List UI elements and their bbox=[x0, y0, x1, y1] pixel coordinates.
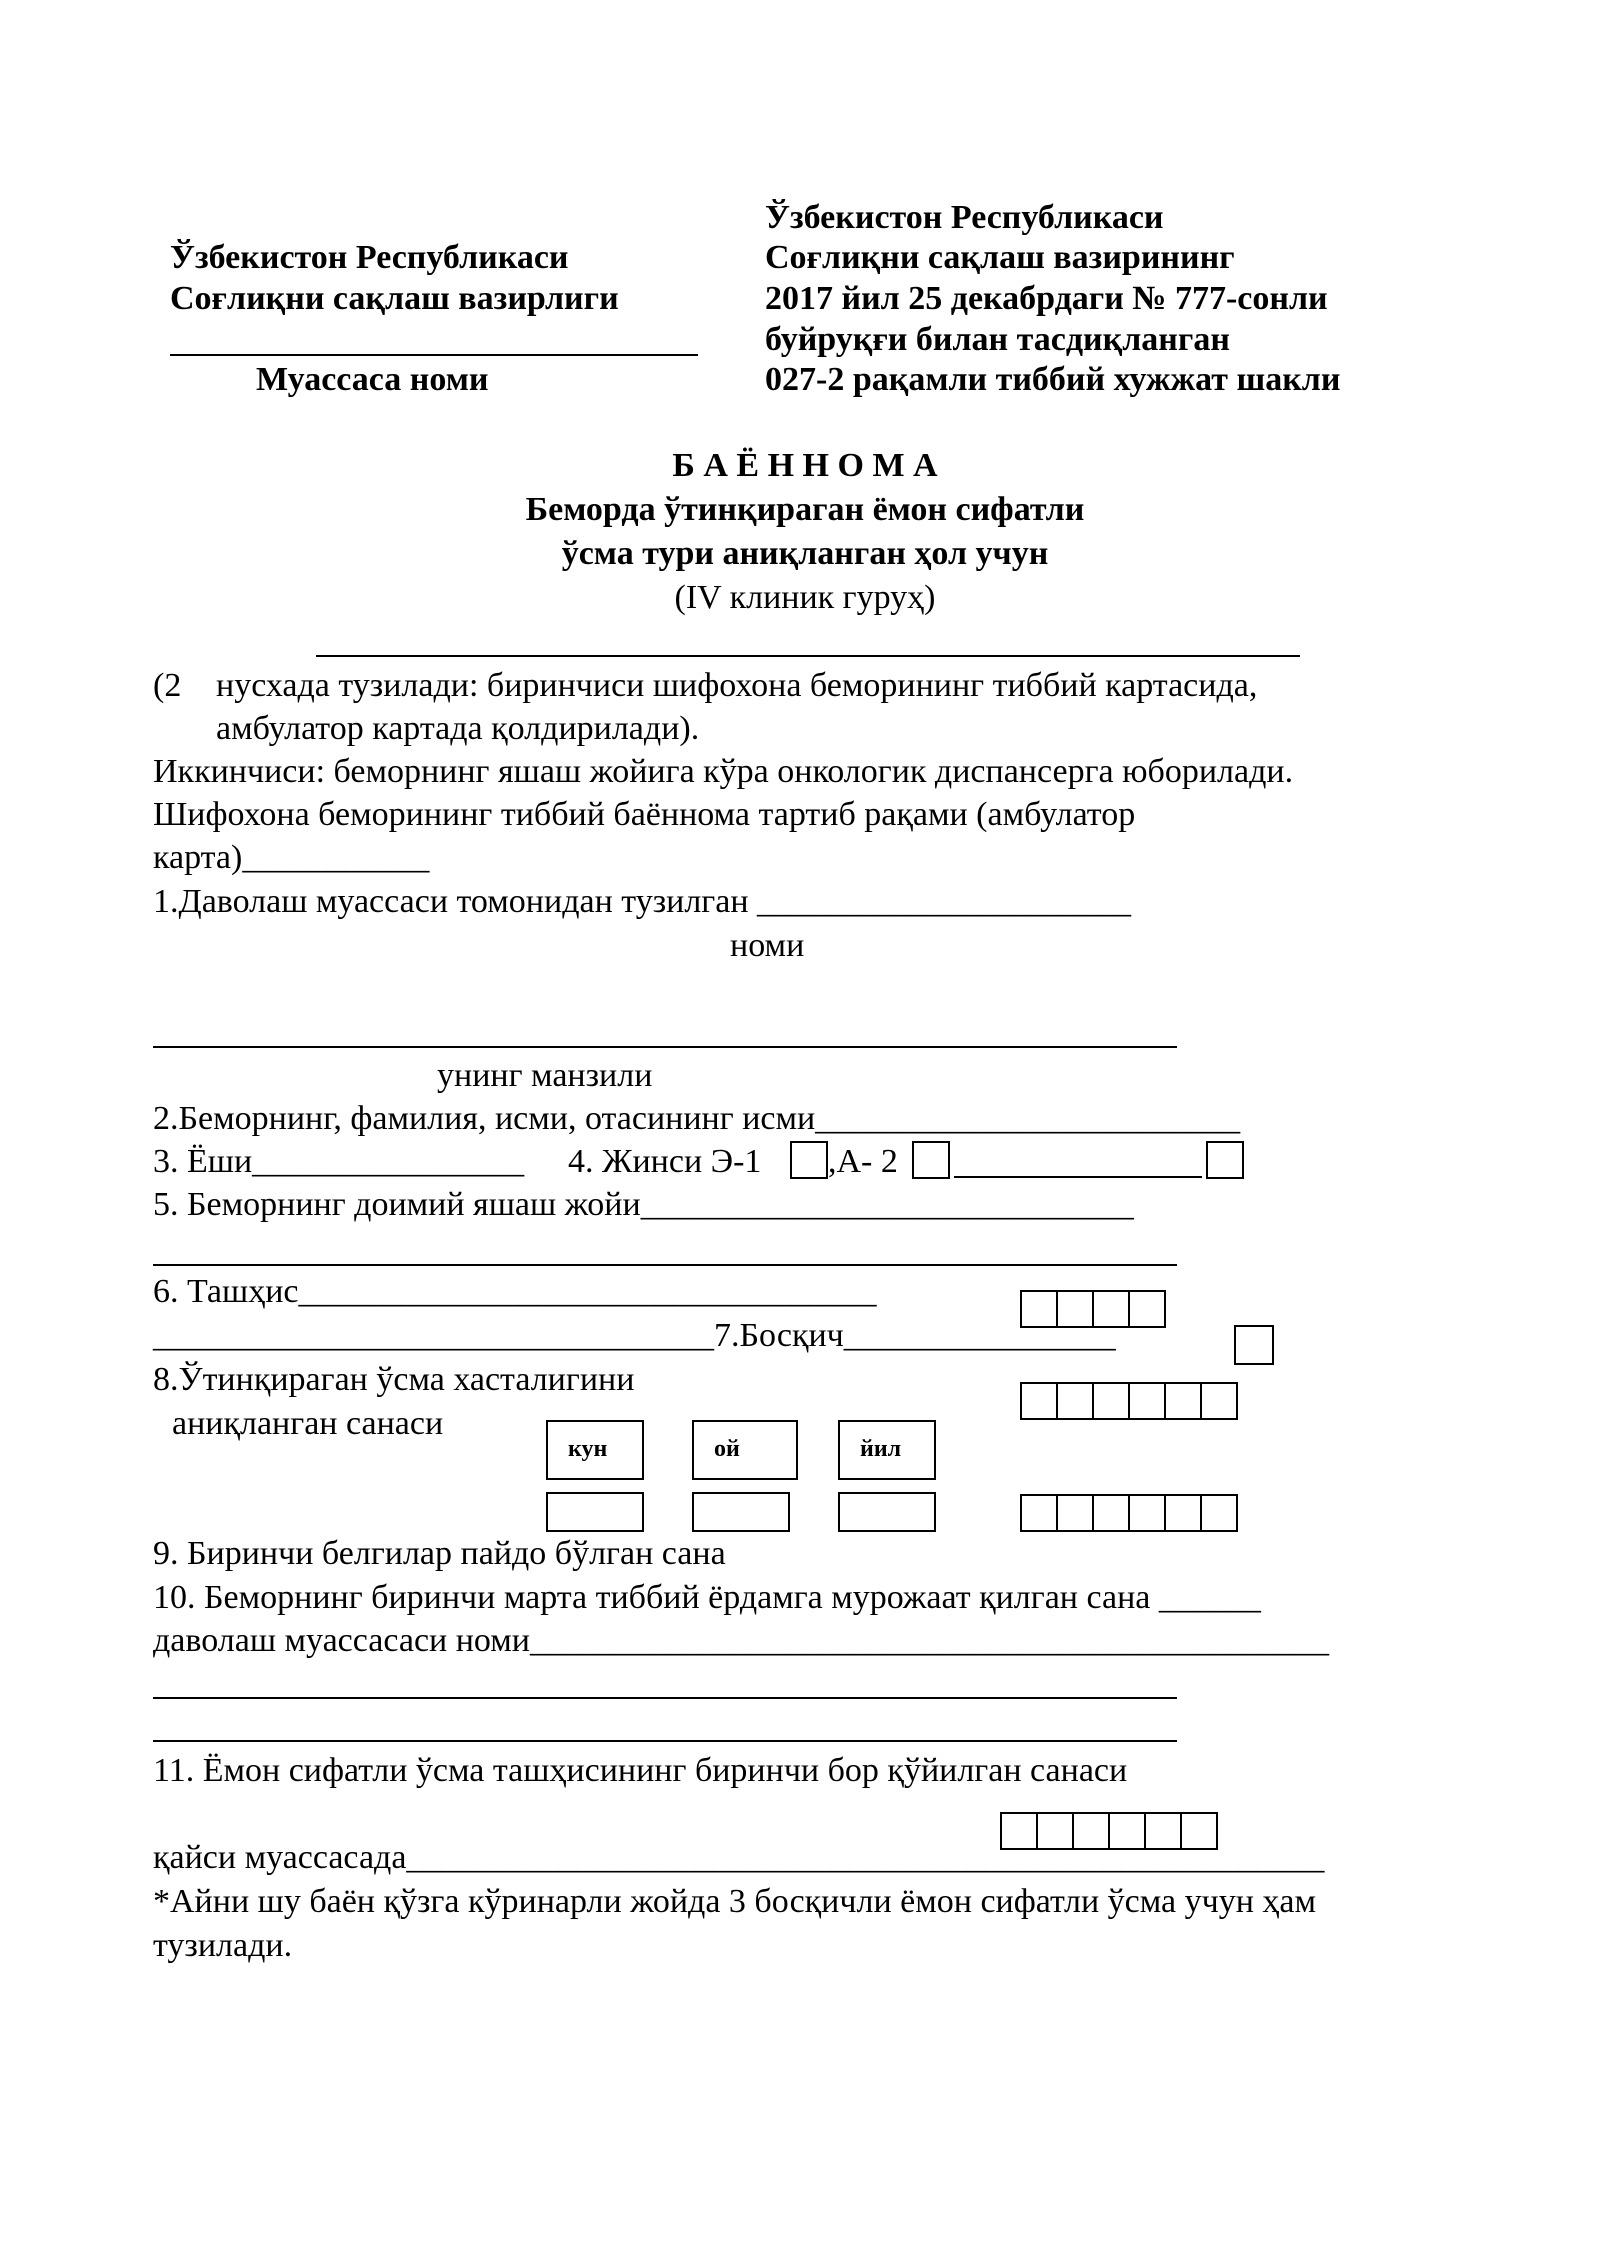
header-right-line5: 027-2 рақамли тиббий хужжат шакли bbox=[765, 361, 1341, 398]
date-day-input[interactable] bbox=[546, 1492, 644, 1532]
header-right-line3: 2017 йил 25 декабрдаги № 777-сонли bbox=[765, 280, 1328, 317]
intro-number: (2 bbox=[153, 667, 182, 704]
header-right-line1: Ўзбекистон Республикаси bbox=[765, 199, 1164, 236]
date-cell[interactable] bbox=[1056, 1494, 1094, 1532]
intro-line-2: амбулатор картада қолдирилади). bbox=[216, 710, 700, 747]
field-8-label-1: 8.Ўтинқираган ўсма хасталигини bbox=[153, 1361, 635, 1398]
date-label-year: йил bbox=[838, 1420, 936, 1480]
gender-code-box[interactable] bbox=[1206, 1141, 1244, 1179]
field-5-residence: 5. Беморнинг доимий яшаш жойи_____________________________ bbox=[153, 1186, 1134, 1223]
code-cell[interactable] bbox=[1128, 1290, 1166, 1328]
field-10-institution: даволаш муассасаси номи_______________________________________________ bbox=[153, 1622, 1329, 1659]
field-2-patient-name: 2.Беморнинг, фамилия, исми, отасининг исми_________________________ bbox=[153, 1100, 1241, 1137]
document-subtitle-1: Беморда ўтинқираган ёмон сифатли bbox=[525, 491, 1085, 528]
field-4-gender-male: 4. Жинси Э-1 bbox=[568, 1143, 762, 1180]
field-1-blank-line bbox=[153, 1046, 1177, 1048]
note-line-1: *Айни шу баён қўзга кўринарли жойда 3 босқичли ёмон сифатли ўсма учун ҳам bbox=[153, 1883, 1317, 1920]
intro-line-4: Шифохона беморининг тиббий баённома тартиб рақами (амбулатор bbox=[153, 796, 1136, 833]
gender-male-checkbox[interactable] bbox=[790, 1141, 828, 1179]
field-10-blank-line-1 bbox=[153, 1697, 1177, 1699]
institution-label: Муассаса номи bbox=[256, 361, 489, 398]
date-cell[interactable] bbox=[1200, 1382, 1238, 1420]
intro-line-1: нусхада тузилади: биринчиси шифохона беморининг тиббий картасида, bbox=[216, 667, 1258, 704]
date-cell[interactable] bbox=[1056, 1382, 1094, 1420]
intro-line-3: Иккинчиси: беморнинг яшаш жойига кўра онкологик диспансерга юборилади. bbox=[153, 753, 1294, 790]
field-7-stage: _________________________________7.Босқич________________ bbox=[153, 1317, 1116, 1354]
date-label-month: ой bbox=[692, 1420, 798, 1480]
header-left-line2: Соғлиқни сақлаш вазирлиги bbox=[170, 280, 619, 317]
field-1-sublabel: номи bbox=[730, 927, 805, 964]
date-cell[interactable] bbox=[1020, 1382, 1058, 1420]
date-year-input[interactable] bbox=[838, 1492, 936, 1532]
field-1-institution: 1.Даволаш муассаси томонидан тузилган ______________________ bbox=[153, 883, 1132, 920]
field-3-age: 3. Ёши________________ bbox=[153, 1143, 525, 1180]
title-underline bbox=[316, 655, 1300, 657]
gender-female-checkbox[interactable] bbox=[912, 1141, 950, 1179]
note-line-2: тузилади. bbox=[153, 1927, 293, 1964]
field-1-address-label: унинг манзили bbox=[437, 1057, 653, 1094]
date-label-day: кун bbox=[546, 1420, 644, 1480]
header-right-line2: Соғлиқни сақлаш вазирининг bbox=[765, 239, 1235, 276]
stage-box[interactable] bbox=[1234, 1325, 1274, 1365]
field-10-blank-line-2 bbox=[153, 1740, 1177, 1742]
detection-date-boxes[interactable] bbox=[1020, 1382, 1238, 1420]
date-cell[interactable] bbox=[1092, 1494, 1130, 1532]
date-cell[interactable] bbox=[1092, 1382, 1130, 1420]
first-symptoms-date-boxes[interactable] bbox=[1020, 1494, 1238, 1532]
field-8-label-2: аниқланган санаси bbox=[172, 1405, 444, 1442]
document-subtitle-2: ўсма тури аниқланган ҳол учун bbox=[561, 535, 1049, 572]
field-6-diagnosis: 6. Ташҳис__________________________________ bbox=[153, 1273, 877, 1310]
date-cell[interactable] bbox=[1164, 1382, 1202, 1420]
field-5-blank-line bbox=[153, 1264, 1177, 1266]
document-subtitle-3: (IV клиник гуруҳ) bbox=[674, 579, 936, 616]
date-cell[interactable] bbox=[1164, 1494, 1202, 1532]
date-cell[interactable] bbox=[1020, 1494, 1058, 1532]
header-left-line1: Ўзбекистон Республикаси bbox=[170, 239, 569, 276]
intro-line-5: карта)___________ bbox=[153, 839, 430, 876]
header-right-line4: буйруқғи билан тасдиқланган bbox=[765, 321, 1230, 358]
institution-line bbox=[170, 354, 698, 356]
field-9-first-symptoms: 9. Биринчи белгилар пайдо бўлган сана bbox=[153, 1535, 726, 1572]
date-month-input[interactable] bbox=[692, 1492, 790, 1532]
date-cell[interactable] bbox=[1128, 1494, 1166, 1532]
field-10-first-visit: 10. Беморнинг биринчи марта тиббий ёрдамга мурожаат қилган сана ______ bbox=[153, 1579, 1261, 1616]
document-title: Б А Ё Н Н О М А bbox=[672, 447, 938, 484]
field-4-gender-female: ,А- 2 bbox=[828, 1143, 898, 1180]
date-cell[interactable] bbox=[1200, 1494, 1238, 1532]
gender-blank-line bbox=[954, 1176, 1202, 1178]
date-cell[interactable] bbox=[1128, 1382, 1166, 1420]
field-11-diagnosis-date: 11. Ёмон сифатли ўсма ташҳисининг биринчи бор қўйилган санаси bbox=[153, 1752, 1128, 1789]
field-11-institution: қайси муассасада______________________________________________________ bbox=[153, 1839, 1325, 1876]
